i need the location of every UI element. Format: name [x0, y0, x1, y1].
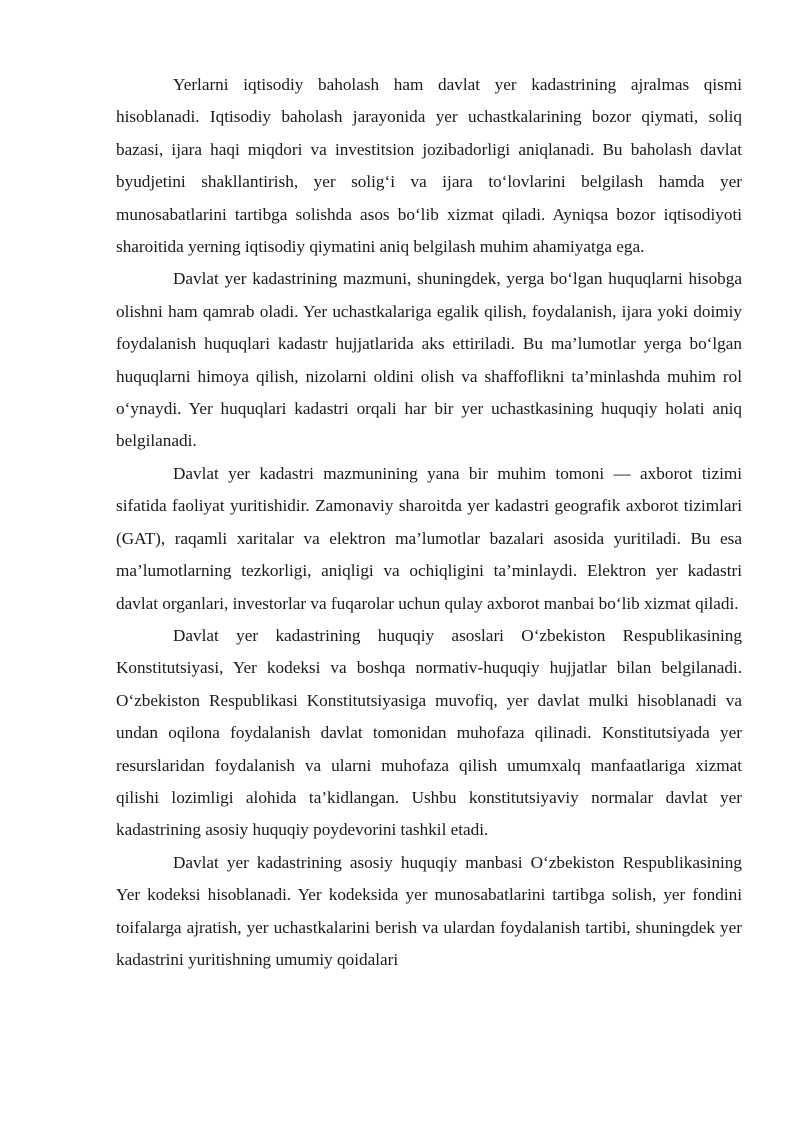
document-page — [116, 69, 742, 976]
paragraph-land-code: Davlat yer kadastrining asosiy huquqiy manbasi O‘zbekiston Respublikasining Yer kodeksi hisoblanadi. Yer kodeksida yer munosabatlarini tartibga solish, yer fondini toifalarga ajratish, yer uchastkalarini berish va ulardan foydalanish tartibi, shuningdek yer kadastrini yuritishning umumiy qoidalari — [116, 852, 742, 969]
paragraph-information-system: Davlat yer kadastri mazmunining yana bir muhim tomoni — axborot tizimi sifatida faoliyat yuritishidir. Zamonaviy sharoitda yer kadastri geografik axborot tizimlari (GAT), raqamli xaritalar va elektron ma’lumotlar bazalari asosida yuritiladi. Bu esa ma’lumotlarning tezkorligi, aniqligi va ochiqligini ta’minlaydi. Elektron yer kadastri davlat organlari, investorlar va fuqarolar uchun qulay axborot manbai bo‘lib xizmat qiladi. — [116, 463, 742, 613]
paragraph-land-rights: Davlat yer kadastrining mazmuni, shuningdek, yerga bo‘lgan huquqlarni hisobga olishni ham qamrab oladi. Yer uchastkalariga egalik qilish, foydalanish, ijara yoki doimiy foydalanish huquqlari kadastr hujjatlarida aks ettiriladi. Bu ma’lumotlar yerga bo‘lgan huquqlarni himoya qilish, nizolarni oldini olish va shaffoflikni ta’minlashda muhim rol o‘ynaydi. Yer huquqlari kadastri orqali har bir yer uchastkasining huquqiy holati aniq belgilanadi. — [116, 269, 742, 451]
paragraph-legal-basis: Davlat yer kadastrining huquqiy asoslari O‘zbekiston Respublikasining Konstitutsiyasi, Yer kodeksi va boshqa normativ-huquqiy hujjatlar bilan belgilanadi. O‘zbekiston Respublikasi Konstitutsiyasiga muvofiq, yer davlat mulki hisoblanadi va undan oqilona foydalanish davlat tomonidan muhofaza qilinadi. Konstitutsiyada yer resurslaridan foydalanish va ularni muhofaza qilish umumxalq manfaatlariga xizmat qilishi lozimligi alohida ta’kidlangan. Ushbu konstitutsiyaviy normalar davlat yer kadastrining asosiy huquqiy poydevorini tashkil etadi. — [116, 625, 742, 840]
paragraph-land-valuation: Yerlarni iqtisodiy baholash ham davlat yer kadastrining ajralmas qismi hisoblanadi. Iqtisodiy baholash jarayonida yer uchastkalarining bozor qiymati, soliq bazasi, ijara haqi miqdori va investitsion jozibadorligi aniqlanadi. Bu baholash davlat byudjetini shakllantirish, yer solig‘i va ijara to‘lovlarini belgilash hamda yer munosabatlarini tartibga solishda asos bo‘lib xizmat qiladi. Ayniqsa bozor iqtisodiyoti sharoitida yerning iqtisodiy qiymatini aniq belgilash muhim ahamiyatga ega. — [116, 75, 742, 257]
